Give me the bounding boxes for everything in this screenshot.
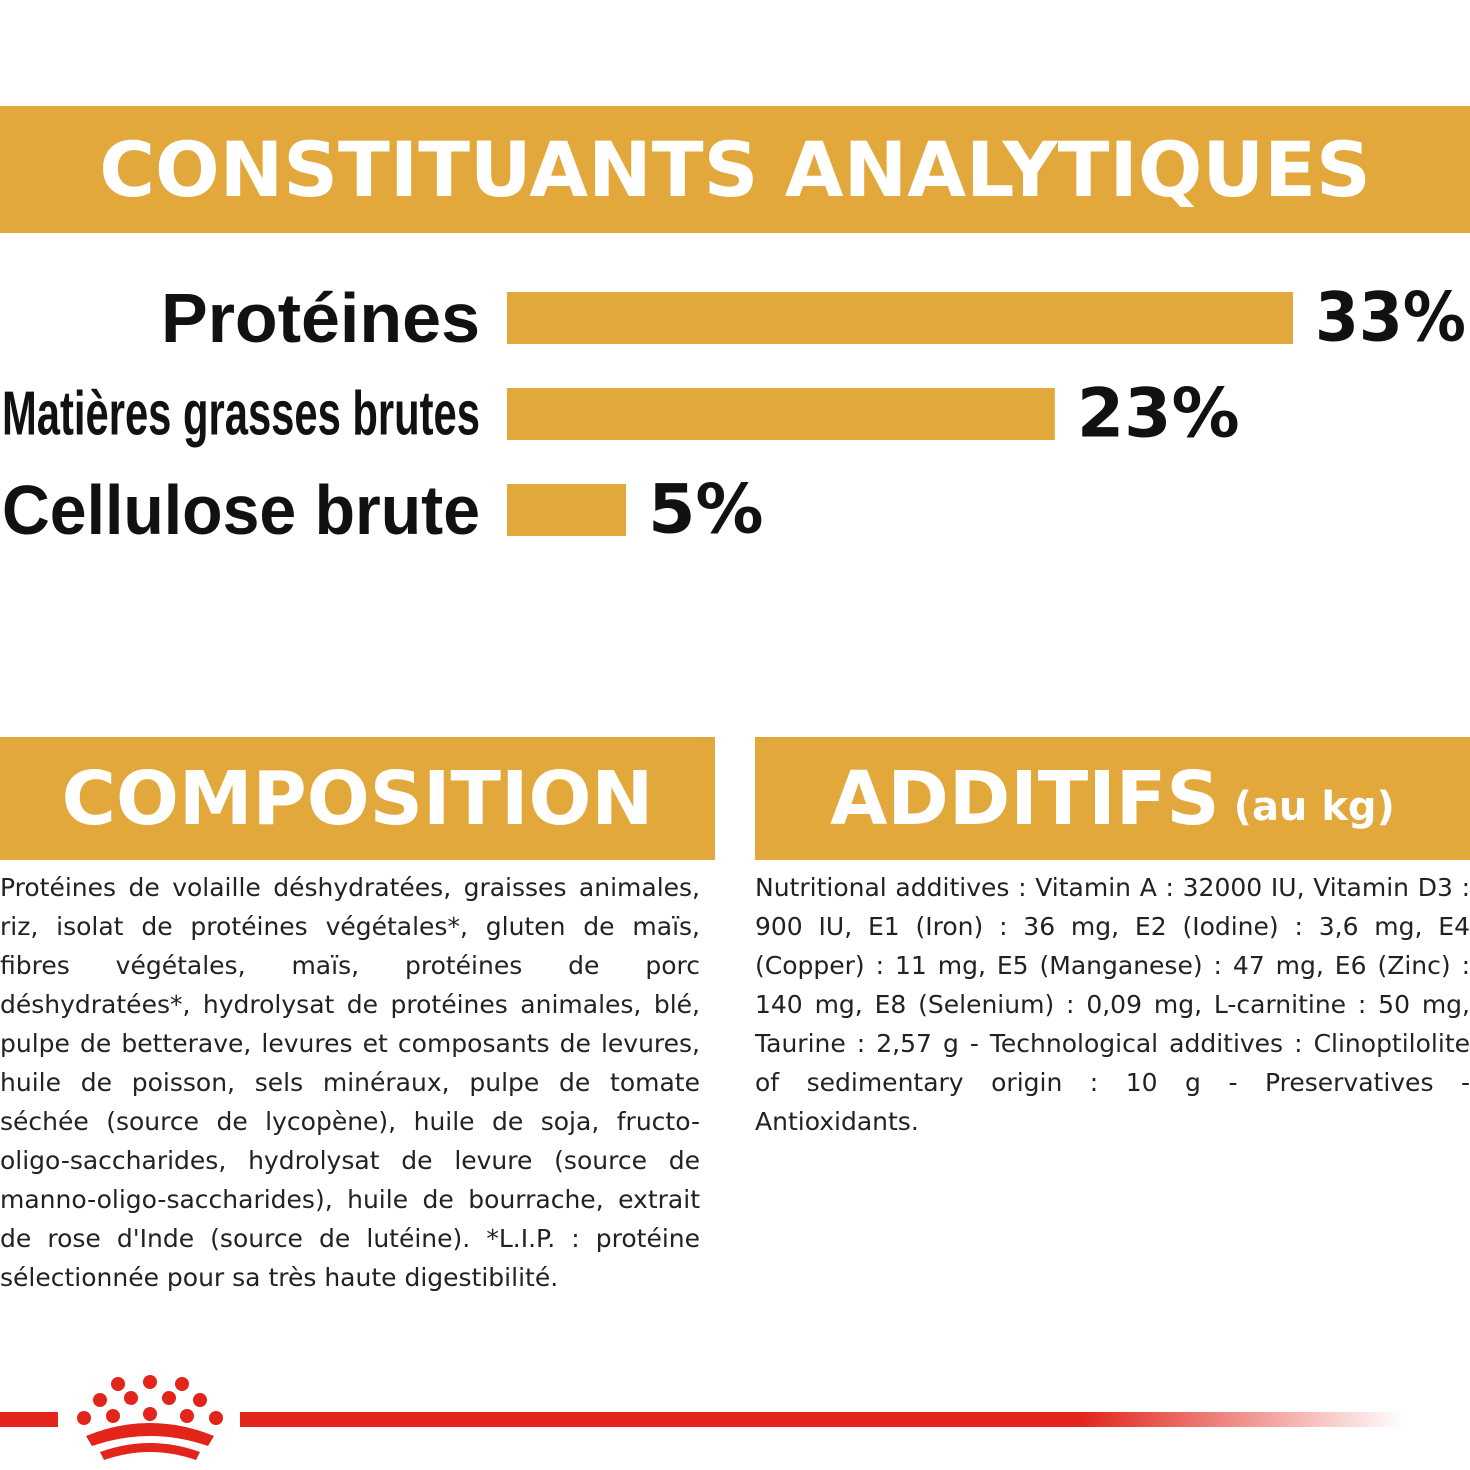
footer-line-right <box>240 1412 1405 1427</box>
analytical-constituents-title: CONSTITUANTS ANALYTIQUES <box>99 125 1371 214</box>
footer-brand-line <box>0 1370 1470 1470</box>
value-label: 33% <box>1315 278 1466 358</box>
additives-title: ADDITIFS <box>830 755 1220 842</box>
composition-title: COMPOSITION <box>61 755 654 842</box>
value-label: 23% <box>1076 374 1240 454</box>
footer-line-left <box>0 1412 58 1427</box>
composition-text: Protéines de volaille déshydratées, graisses animales, riz, isolat de protéines végétales*, gluten de maïs, fibres végétales, maïs, protéines de porc déshydratées*, hydrolysat de protéines animales, blé, pulpe de betterave, levures et composants de levures, huile de poisson, sels minéraux, pulpe de tomate séchée (source de lycopène), huile de soja, fructo-oligo-saccharides, hydrolysat de levure (source de manno-oligo-saccharides), huile de bourrache, extrait de rose d'Inde (source de lutéine). *L.I.P. : protéine sélectionnée pour sa très haute digestibilité. <box>0 873 700 1292</box>
bar <box>507 484 626 536</box>
composition-banner <box>0 737 715 860</box>
category-label: Cellulose brute <box>2 471 480 549</box>
additives-text: Nutritional additives : Vitamin A : 32000 IU, Vitamin D3 : 900 IU, E1 (Iron) : 36 mg, E2 (Iodine) : 3,6 mg, E4 (Copper) : 11 mg, E5 (Manganese) : 47 mg, E6 (Zinc) : 140 mg, E8 (Selenium) : 0,09 mg, L-carnitine : 50 mg, Taurine : 2,57 g - Technological additives : Clinoptilolite of sedimentary origin : 10 g - Preservatives - Antioxidants. <box>755 873 1470 1136</box>
bar <box>507 292 1293 344</box>
crown-logo-icon <box>77 1375 223 1460</box>
additives-banner <box>755 737 1470 860</box>
category-label: Protéines <box>161 279 480 357</box>
analytical-chart <box>0 270 1470 570</box>
value-label: 5% <box>648 470 764 550</box>
analytical-constituents-banner <box>0 106 1470 233</box>
category-label: Matières grasses brutes <box>2 379 480 449</box>
additives-unit: (au kg) <box>1233 783 1395 830</box>
bar <box>507 388 1055 440</box>
